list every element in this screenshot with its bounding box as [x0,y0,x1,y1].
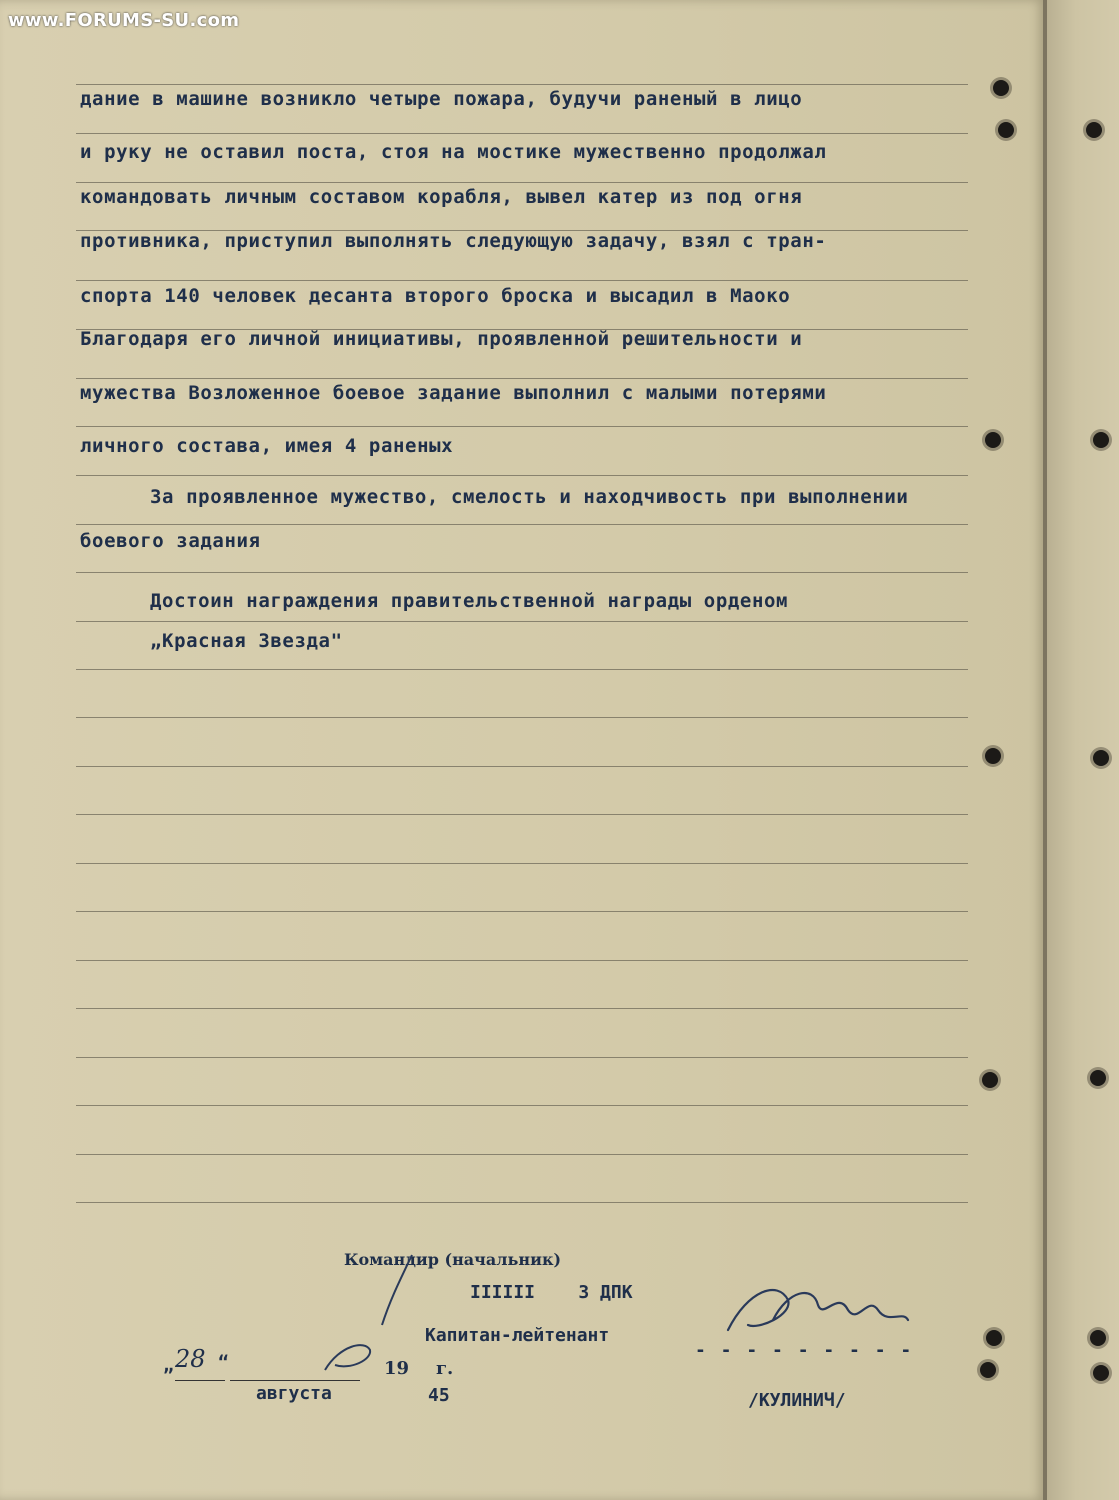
typed-line: спорта 140 человек десанта второго броска и высадил в Маоко [80,285,791,307]
signature-dashes: - - - - - - - - - [695,1340,914,1361]
ruled-line [76,1057,968,1058]
binding-hole [1093,1365,1109,1381]
binding-hole [993,80,1009,96]
date-year: 45 [428,1385,450,1406]
ruled-line [76,621,968,622]
date-month: августа [256,1383,332,1404]
ruled-line [76,475,968,476]
initial-mark [370,1250,420,1330]
ruled-line [76,133,968,134]
date-year-suffix: г. [436,1358,454,1379]
ruled-line [76,814,968,815]
binding-hole [982,1072,998,1088]
ruled-line [76,960,968,961]
ruled-line [76,572,968,573]
award-name: „Красная Звезда" [150,630,343,652]
site-watermark: www.FORUMS-SU.com [8,10,240,31]
next-page-edge [1047,0,1119,1500]
binding-hole [1093,750,1109,766]
typed-line: боевого задания [80,530,261,552]
ruled-line [76,911,968,912]
ruled-line [76,182,968,183]
typed-line: командовать личным составом корабля, вывел катер из под огня [80,186,803,208]
date-day: 28 [175,1345,206,1373]
unit-designation: IIIIII 3 ДПК [470,1282,633,1303]
ruled-line [76,280,968,281]
date-quote-open: „ [163,1355,174,1376]
typed-line: Благодаря его личной инициативы, проявленной решительности и [80,328,803,350]
commander-label: Командир (начальник) [344,1250,562,1269]
date-month-underline [230,1380,360,1381]
ruled-line [76,378,968,379]
ruled-line [76,524,968,525]
binding-hole [985,748,1001,764]
ruled-line [76,1105,968,1106]
typed-line: и руку не оставил поста, стоя на мостике мужественно продолжал [80,141,827,163]
rank-label: Капитан-лейтенант [425,1325,610,1346]
ruled-line [76,717,968,718]
ruled-line [76,1154,968,1155]
typed-line: За проявленное мужество, смелость и находчивость при выполнении [150,486,909,508]
ruled-line [76,669,968,670]
award-line: Достоин награждения правительственной награды орденом [150,590,789,612]
ruled-line [76,766,968,767]
ruled-line [76,84,968,85]
date-day-underline [175,1380,225,1381]
commander-name: /КУЛИНИЧ/ [748,1390,846,1411]
binding-hole [985,432,1001,448]
binding-hole [998,122,1014,138]
ruled-line [76,863,968,864]
month-mark [320,1335,380,1375]
binding-hole [980,1362,996,1378]
typed-line: противника, приступил выполнять следующую задачу, взял с тран- [80,230,827,252]
ruled-line [76,1202,968,1203]
typed-line: личного состава, имея 4 раненых [80,435,454,457]
date-quote-close: “ [218,1352,229,1373]
typed-line: мужества Возложенное боевое задание выполнил с малыми потерями [80,382,827,404]
binding-hole [1093,432,1109,448]
binding-hole [1090,1330,1106,1346]
signature-image [718,1270,918,1350]
binding-hole [1090,1070,1106,1086]
ruled-line [76,1008,968,1009]
ruled-line [76,426,968,427]
date-year-prefix: 19 [384,1358,410,1379]
binding-hole [1086,122,1102,138]
typed-line: дание в машине возникло четыре пожара, будучи раненый в лицо [80,88,803,110]
binding-hole [986,1330,1002,1346]
